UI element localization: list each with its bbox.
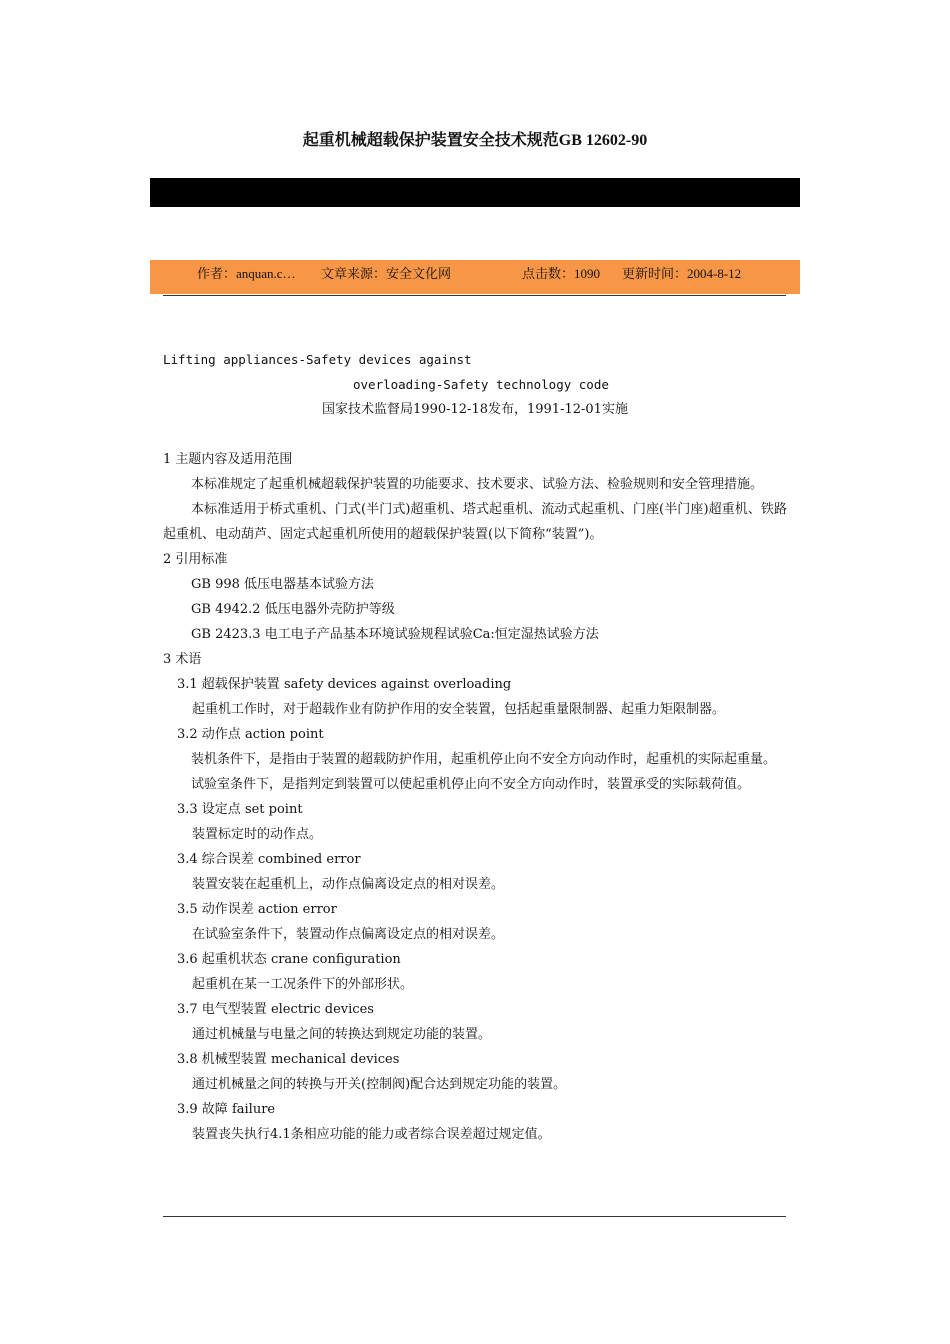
- section-heading-2: 2 引用标准: [163, 552, 228, 567]
- black-banner: [150, 178, 800, 207]
- term-heading: 3.7 电气型装置 electric devices: [177, 1002, 374, 1017]
- term-definition: 装置安装在起重机上，动作点偏离设定点的相对误差。: [192, 877, 505, 892]
- paragraph: 本标准规定了起重机械超载保护装置的功能要求、技术要求、试验方法、检验规则和安全管理措施。: [191, 477, 764, 492]
- english-title-line-1: Lifting appliances-Safety devices against: [163, 352, 472, 367]
- divider-top: [163, 295, 786, 296]
- term-definition: 试验室条件下，是指判定到装置可以使起重机停止向不安全方向动作时，装置承受的实际载荷值。: [191, 777, 751, 792]
- issue-info: 国家技术监督局1990-12-18发布，1991-12-01实施: [322, 402, 628, 417]
- term-definition: 在试验室条件下，装置动作点偏离设定点的相对误差。: [192, 927, 505, 942]
- term-heading: 3.6 起重机状态 crane configuration: [177, 952, 401, 967]
- reference-item: GB 998 低压电器基本试验方法: [191, 577, 375, 592]
- term-definition: 装置标定时的动作点。: [192, 827, 323, 842]
- term-definition: 通过机械量之间的转换与开关(控制阀)配合达到规定功能的装置。: [192, 1077, 567, 1092]
- term-heading: 3.2 动作点 action point: [177, 727, 324, 742]
- english-title-line-2: overloading-Safety technology code: [353, 377, 609, 392]
- section-heading-3: 3 术语: [163, 652, 202, 667]
- term-definition: 装机条件下，是指由于装置的超载防护作用，起重机停止向不安全方向动作时，起重机的实际起重量。: [191, 752, 777, 767]
- term-heading: 3.4 综合误差 combined error: [177, 852, 361, 867]
- section-heading-1: 1 主题内容及适用范围: [163, 452, 293, 467]
- term-definition: 装置丧失执行4.1条相应功能的能力或者综合误差超过规定值。: [192, 1127, 551, 1142]
- meta-updated: 更新时间：2004-8-12: [622, 266, 742, 281]
- term-definition: 起重机在某一工况条件下的外部形状。: [192, 977, 414, 992]
- term-definition: 通过机械量与电量之间的转换达到规定功能的装置。: [192, 1027, 492, 1042]
- paragraph: 本标准适用于桥式重机、门式(半门式)超重机、塔式起重机、流动式起重机、门座(半门座)超重机、铁路起重机、电动葫芦、固定式起重机所使用的超载保护装置(以下简称“装置”)。: [163, 502, 787, 542]
- meta-author: 作者：anquan.c…: [197, 266, 296, 281]
- reference-item: GB 2423.3 电工电子产品基本环境试验规程试验Ca:恒定湿热试验方法: [191, 627, 599, 642]
- term-heading: 3.8 机械型装置 mechanical devices: [177, 1052, 400, 1067]
- term-heading: 3.9 故障 failure: [177, 1102, 276, 1117]
- meta-hits: 点击数：1090: [522, 266, 601, 281]
- term-definition: 起重机工作时，对于超载作业有防护作用的安全装置，包括起重量限制器、起重力矩限制器。: [192, 702, 726, 717]
- term-heading: 3.5 动作误差 action error: [177, 902, 337, 917]
- reference-item: GB 4942.2 低压电器外壳防护等级: [191, 602, 395, 617]
- divider-bottom: [163, 1216, 786, 1217]
- meta-source: 文章来源：安全文化网: [321, 266, 452, 281]
- page-title: 起重机械超载保护装置安全技术规范GB 12602-90: [302, 132, 648, 149]
- article-meta-bar: [150, 260, 800, 294]
- term-heading: 3.3 设定点 set point: [177, 802, 303, 817]
- document-body: [163, 347, 787, 1147]
- term-heading: 3.1 超载保护装置 safety devices against overloading: [177, 677, 512, 692]
